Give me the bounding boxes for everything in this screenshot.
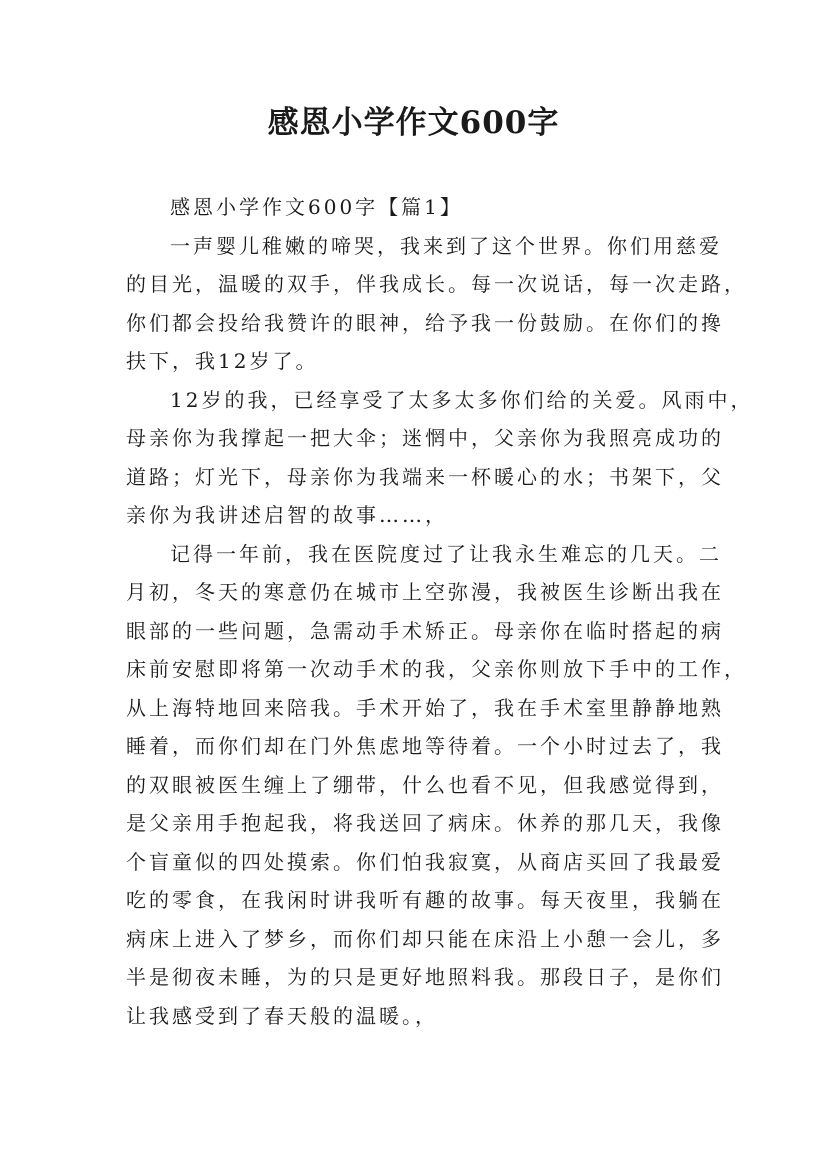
text-line: 道路；灯光下，母亲你为我端来一杯暖心的水；书架下，父 [126, 464, 724, 489]
text-line: 你们都会投给我赞许的眼神，给予我一份鼓励。在你们的搀 [126, 310, 724, 335]
document-title: 感恩小学作文600字 [267, 105, 560, 141]
text-line: 记得一年前，我在医院度过了让我永生难忘的几天。二 [170, 541, 722, 566]
text-line: 半是彻夜未睡，为的只是更好地照料我。那段日子，是你们 [126, 965, 724, 989]
text-line: 让我感受到了春天般的温暖。， [126, 1003, 438, 1028]
text-line: 从上海特地回来陪我。手术开始了，我在手术室里静静地熟 [126, 695, 724, 720]
document-body [126, 188, 754, 1035]
text-line: 床前安慰即将第一次动手术的我，父亲你则放下手中的工作， [126, 657, 747, 681]
text-line: 母亲你为我撑起一把大伞；迷惘中，父亲你为我照亮成功的 [126, 426, 724, 450]
text-line: 吃的零食，在我闲时讲我听有趣的故事。每天夜里，我躺在 [126, 888, 724, 912]
text-line: 是父亲用手抱起我，将我送回了病床。休养的那几天，我像 [126, 811, 724, 835]
text-line: 的目光，温暖的双手，伴我成长。每一次说话，每一次走路， [126, 272, 747, 296]
text-line: 亲你为我讲述启智的故事……， [126, 503, 448, 527]
text-line: 月初，冬天的寒意仍在城市上空弥漫，我被医生诊断出我在 [126, 580, 724, 604]
text-line: 一声婴儿稚嫩的啼哭，我来到了这个世界。你们用慈爱 [170, 233, 722, 258]
text-line: 的双眼被医生缠上了绷带，什么也看不见，但我感觉得到， [126, 772, 724, 797]
text-line: 眼部的一些问题，急需动手术矫正。母亲你在临时搭起的病 [126, 618, 724, 643]
text-line: 个盲童似的四处摸索。你们怕我寂寞，从商店买回了我最爱 [126, 849, 724, 874]
text-line: 12岁的我，已经享受了太多太多你们给的关爱。风雨中， [170, 387, 754, 412]
text-line: 病床上进入了梦乡，而你们却只能在床沿上小憩一会儿，多 [126, 926, 724, 951]
text-line: 睡着，而你们却在门外焦虑地等待着。一个小时过去了，我 [126, 734, 724, 758]
text-line: 感恩小学作文600字【篇1】 [170, 195, 463, 219]
text-line: 扶下，我12岁了。 [126, 349, 319, 373]
